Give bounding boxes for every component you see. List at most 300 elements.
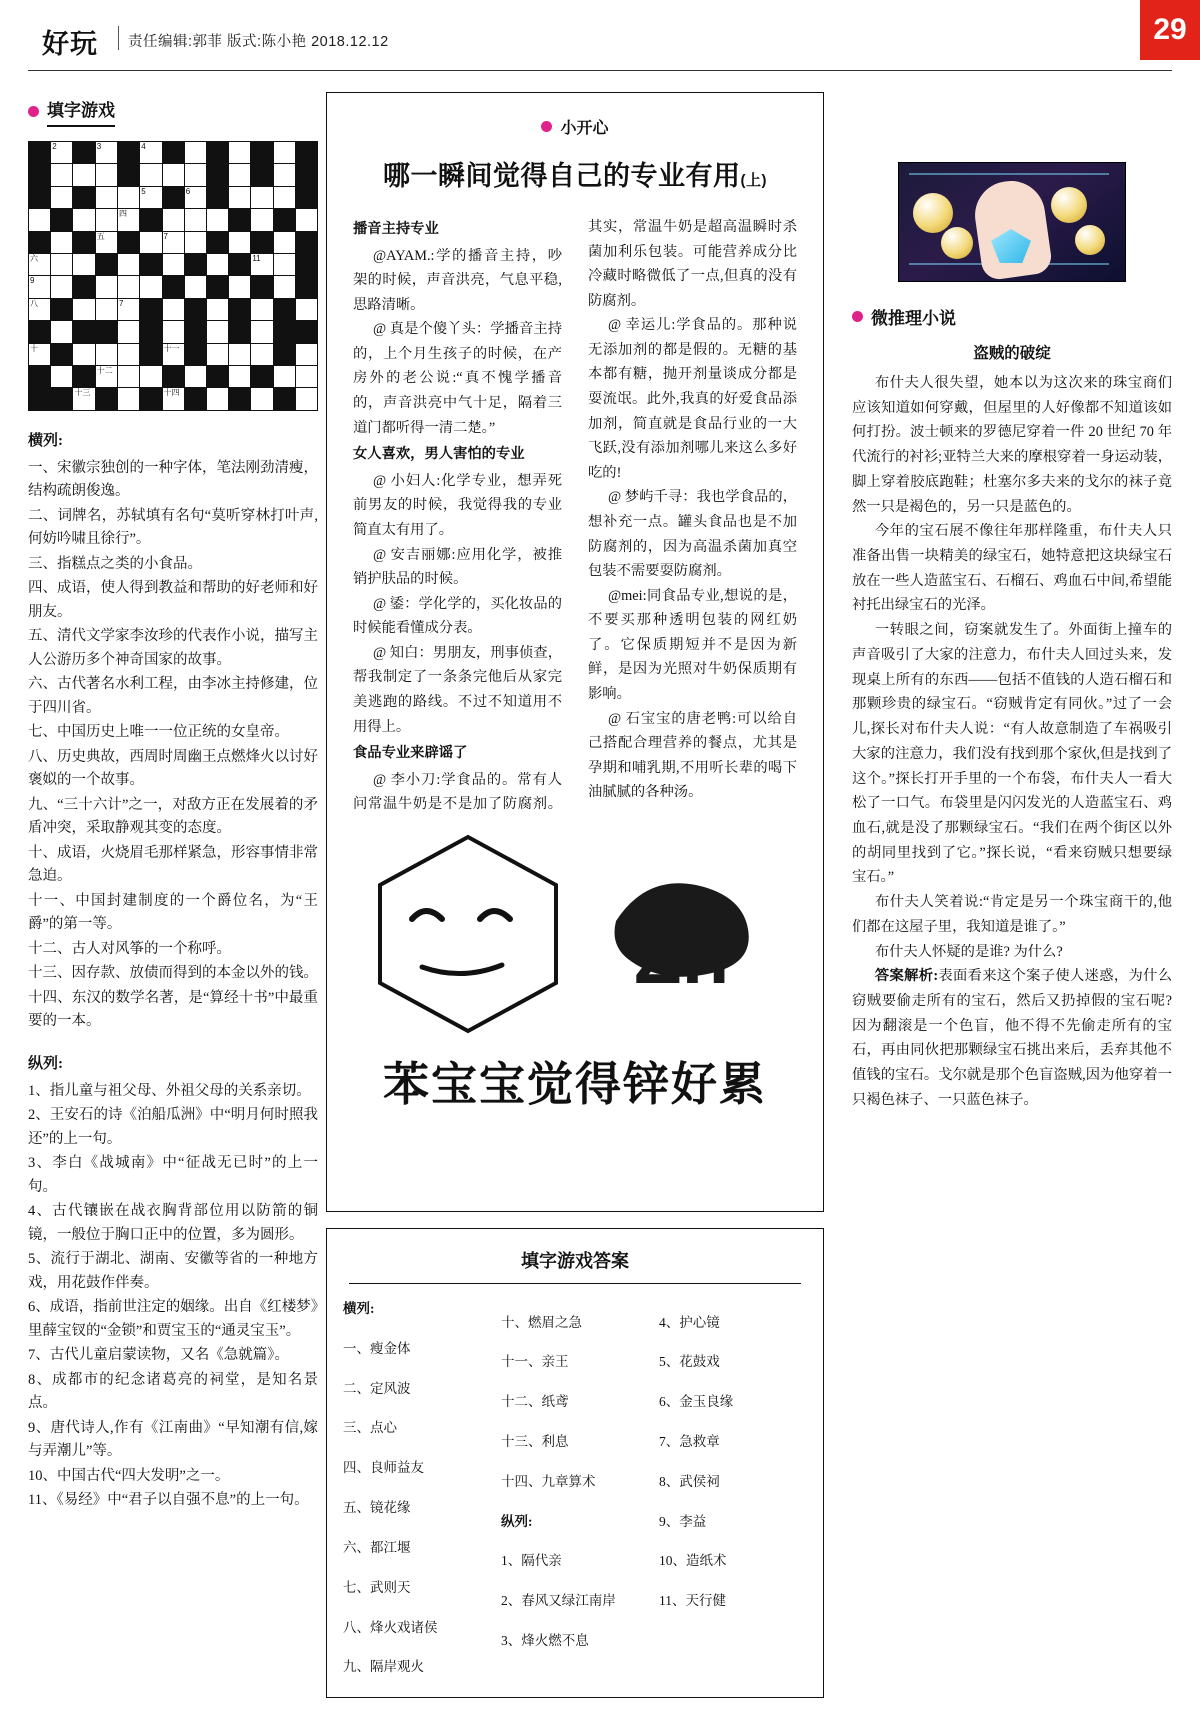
crossword-cell-number: 八: [30, 298, 38, 308]
answers-down-list-1: [501, 1548, 649, 1654]
crossword-cell[interactable]: [95, 343, 117, 365]
crossword-cell-blocked: [29, 142, 51, 164]
crossword-cell[interactable]: [29, 209, 51, 231]
clue-item: 一、宋徽宗独创的一种字体，笔法刚劲清瘦，结构疏朗俊逸。: [28, 459, 318, 500]
crossword-cell-blocked: [95, 253, 117, 275]
crossword-row: [29, 186, 318, 208]
article-title-main: 哪一瞬间觉得自己的专业有用: [383, 161, 741, 191]
clue-item: 9、唐代诗人,作有《江南曲》“早知潮有信,嫁与弄潮儿”等。: [28, 1419, 318, 1460]
crossword-cell[interactable]: [206, 253, 228, 275]
crossword-cell-blocked: [206, 365, 228, 387]
crossword-cell-blocked: [251, 164, 273, 186]
crossword-cell[interactable]: [162, 209, 184, 231]
answer-item: 五、镜花缘: [343, 1500, 411, 1516]
crossword-cell-blocked: [118, 142, 140, 164]
crossword-cell-blocked: [140, 321, 162, 343]
crossword-cell[interactable]: [95, 231, 117, 253]
story-paragraph: 布什夫人怀疑的是谁? 为什么?: [874, 943, 1063, 960]
crossword-cell-blocked: [295, 231, 317, 253]
crossword-cell-blocked: [229, 388, 251, 410]
article-paragraph: @mei:同食品专业,想说的是，不要买那种透明包装的网红奶了。它保质期短并不是因为新鲜，是因为光照对牛奶保质期有影响。: [588, 587, 797, 702]
crossword-cell-number: 十一: [163, 343, 180, 353]
crossword-cell[interactable]: [51, 186, 73, 208]
crossword-cell-blocked: [51, 209, 73, 231]
crossword-row: [29, 388, 318, 410]
crossword-cell[interactable]: [184, 142, 206, 164]
mystery-story-title: 盗贼的破绽: [973, 345, 1051, 362]
crossword-cell[interactable]: [229, 164, 251, 186]
crossword-cell[interactable]: [73, 253, 95, 275]
crossword-cell-blocked: [206, 276, 228, 298]
crossword-row: [29, 343, 318, 365]
down-label: 纵列:: [28, 1055, 63, 1072]
mystery-column: [852, 150, 1172, 1113]
crossword-cell[interactable]: [73, 209, 95, 231]
crossword-cell-number: 5: [141, 186, 146, 196]
crossword-cell-number: 7: [119, 298, 124, 308]
crossword-cell-number: 2: [52, 142, 57, 151]
crossword-row: [29, 253, 318, 275]
header-rule: [28, 70, 1172, 71]
crossword-cell-blocked: [295, 142, 317, 164]
crossword-cell-blocked: [206, 142, 228, 164]
masthead: [0, 0, 1200, 72]
meme-illustration: [353, 827, 797, 1114]
crossword-cell-blocked: [273, 343, 295, 365]
crossword-cell[interactable]: [51, 253, 73, 275]
story-answer-paragraph: 答案解析:表面看来这个案子使人迷惑，为什么窃贼要偷走所有的宝石，然后又扔掉假的宝石呢?因为翻滚是一个色盲，他不得不先偷走所有的宝石，再由同伙把那颗绿宝石挑出来后，丢弃其他不值钱的宝石。戈尔就是那个色盲盗贼,因为他穿着一只褐色袜子、一只蓝色袜子。: [852, 968, 1172, 1108]
crossword-cell[interactable]: [273, 142, 295, 164]
clue-item: 7、古代儿童启蒙读物，又名《急就篇》。: [28, 1347, 289, 1364]
mystery-story-body: [852, 371, 1172, 1113]
masthead-meta: 责任编辑:郭菲 版式:陈小艳 2018.12.12: [128, 34, 389, 50]
crossword-cell-number: 7: [163, 231, 168, 241]
answer-item: 2、春风又绿江南岸: [501, 1593, 616, 1609]
crossword-cell-blocked: [184, 343, 206, 365]
crossword-cell[interactable]: [184, 186, 206, 208]
crossword-cell-number: 十三: [74, 388, 91, 398]
answer-item: 10、造纸术: [659, 1553, 727, 1569]
crossword-cell-blocked: [206, 231, 228, 253]
crossword-cell[interactable]: [251, 343, 273, 365]
svg-text:Zn: Zn: [634, 911, 730, 1000]
clue-item: 8、成都市的纪念诸葛亮的祠堂，是知名景点。: [28, 1371, 318, 1412]
answer-item: 二、定风波: [343, 1380, 411, 1396]
meme-face-icon: [360, 827, 790, 1042]
answer-item: 十二、纸鸢: [501, 1394, 569, 1410]
crossword-cell-blocked: [251, 231, 273, 253]
crossword-cell[interactable]: [295, 365, 317, 387]
masthead-divider: [118, 26, 119, 50]
answer-item: 9、李益: [659, 1513, 707, 1529]
light-streak: [909, 173, 1109, 175]
section-heading-crossword: [28, 96, 318, 127]
crossword-cell[interactable]: [118, 321, 140, 343]
crossword-cell[interactable]: [251, 321, 273, 343]
crossword-cell[interactable]: [73, 298, 95, 320]
story-paragraph: 布什夫人笑着说:“肯定是另一个珠宝商干的,他们都在这屋子里，我知道是谁了。”: [852, 894, 1172, 935]
clue-item: 五、清代文学家李汝珍的代表作小说，描写主人公游历多个神奇国家的故事。: [28, 628, 318, 668]
crossword-cell[interactable]: [51, 164, 73, 186]
crossword-cell-blocked: [229, 321, 251, 343]
hand-shape: [971, 177, 1054, 282]
crossword-cell[interactable]: [73, 343, 95, 365]
crossword-cell-blocked: [295, 186, 317, 208]
crossword-cell-blocked: [73, 231, 95, 253]
crossword-cell-blocked: [184, 388, 206, 410]
crossword-cell-blocked: [29, 164, 51, 186]
crossword-cell[interactable]: [51, 321, 73, 343]
crossword-cell-number: 六: [30, 253, 38, 263]
article-paragraph: @ 鋈：学化学的，买化妆品的时候能看懂成分表。: [353, 595, 562, 637]
crossword-cell[interactable]: [251, 388, 273, 410]
crossword-cell[interactable]: [95, 164, 117, 186]
crossword-cell[interactable]: [295, 298, 317, 320]
crossword-cell[interactable]: [51, 276, 73, 298]
answer-item: 十、燃眉之急: [501, 1314, 582, 1330]
crossword-cell[interactable]: [162, 343, 184, 365]
answer-item: 十三、利息: [501, 1433, 569, 1449]
crossword-clues: [28, 429, 318, 1513]
crossword-cell-blocked: [51, 343, 73, 365]
section-heading-label: 小开心: [560, 120, 609, 137]
crossword-cell-number: 9: [30, 276, 35, 286]
crossword-cell-blocked: [140, 343, 162, 365]
crossword-cell[interactable]: [118, 388, 140, 410]
article-paragraph: @ 梦屿千寻：我也学食品的，想补充一点。罐头食品也是不加防腐剂的，因为高温杀菌加真空包装不需要耍防腐剂。: [588, 489, 797, 580]
crossword-cell[interactable]: [162, 298, 184, 320]
crossword-cell[interactable]: [206, 388, 228, 410]
crossword-cell[interactable]: [273, 186, 295, 208]
answers-col-3: [659, 1296, 807, 1694]
crossword-cell[interactable]: [73, 388, 95, 410]
publication-section-title: 好玩: [42, 29, 98, 59]
answers-across-list-1: [343, 1336, 491, 1681]
crossword-cell[interactable]: [251, 186, 273, 208]
section-heading-humor: [541, 115, 608, 138]
gold-ball-icon: [941, 227, 973, 259]
crossword-row: [29, 321, 318, 343]
crossword-cell-blocked: [229, 209, 251, 231]
clue-item: 六、古代著名水利工程，由李冰主持修建，位于四川省。: [28, 676, 318, 716]
crossword-cell[interactable]: [118, 209, 140, 231]
answers-down-list-2: [659, 1310, 807, 1615]
crossword-cell[interactable]: [118, 253, 140, 275]
crossword-column: [28, 96, 318, 1514]
crossword-cell-blocked: [162, 142, 184, 164]
clue-item: 2、王安石的诗《泊船瓜洲》中“明月何时照我还”的上一句。: [28, 1107, 318, 1147]
section-heading-mystery: [852, 304, 1172, 329]
answer-item: 8、武侯祠: [659, 1473, 720, 1489]
crossword-cell-blocked: [29, 365, 51, 387]
crossword-cell-blocked: [206, 164, 228, 186]
gold-ball-icon: [1075, 225, 1105, 255]
bullet-icon: [541, 121, 552, 132]
crossword-cell[interactable]: [162, 164, 184, 186]
crossword-cell[interactable]: [206, 298, 228, 320]
crossword-cell-blocked: [73, 365, 95, 387]
crossword-cell-blocked: [29, 231, 51, 253]
answer-item: 一、瘦金体: [343, 1340, 411, 1356]
article-paragraph: @ 石宝宝的唐老鸭:可以给自己搭配合理营养的餐点，尤其是孕期和哺乳期,不用听长辈的喝下油腻腻的各种汤。: [588, 710, 797, 801]
crossword-cell-blocked: [229, 298, 251, 320]
crossword-cell-blocked: [295, 253, 317, 275]
crossword-cell[interactable]: [140, 365, 162, 387]
answers-down-label: 纵列:: [501, 1513, 533, 1529]
crossword-cell[interactable]: [140, 276, 162, 298]
across-clue-list: [28, 457, 318, 1034]
meme-caption: 苯宝宝觉得锌好累: [383, 1057, 767, 1110]
crossword-cell[interactable]: [95, 365, 117, 387]
page-number-badge: 29: [1140, 0, 1200, 60]
crossword-cell-blocked: [118, 164, 140, 186]
crossword-cell-blocked: [73, 186, 95, 208]
answer-item: 九、隔岸观火: [343, 1659, 424, 1675]
article-paragraph: @ 知白：男朋友，刑事侦查，帮我制定了一条条完他后从家完美逃跑的路线。不过不知道用不用得上。: [353, 644, 562, 735]
article-paragraph: @ 真是个傻丫头：学播音主持的，上个月生孩子的时候，在产房外的老公说:“真不愧学播音的，声音洪亮中气十足，隔着三道门都听得一清二楚。”: [353, 321, 562, 436]
crossword-cell-number: 十: [30, 343, 38, 353]
crossword-cell[interactable]: [51, 142, 73, 164]
article-paragraph: @ 幸运儿:学食品的。那种说无添加剂的都是假的。无糖的基本都有糖，抛开剂量谈成分都是耍流氓。此外,我真的好爱食品添加剂，简直就是食品行业的一大飞跃,没有添加剂哪儿来这么多好吃的!: [588, 317, 797, 481]
article-paragraph: @ 李小刀:学食品的。常有人问常温牛奶是不是加了防腐剂。其实，常温牛奶是超高温瞬时杀菌加利乐包装。可能营养成分比冷藏时略微低了一点,但真的没有防腐剂。: [353, 219, 797, 813]
clue-item: 八、历史典故，西周时周幽王点燃烽火以讨好褒姒的一个故事。: [28, 748, 318, 789]
crossword-cell[interactable]: [51, 365, 73, 387]
crossword-cell-blocked: [229, 253, 251, 275]
crossword-grid[interactable]: [28, 141, 318, 411]
answer-item: 3、烽火燃不息: [501, 1633, 589, 1648]
crossword-cell-blocked: [251, 276, 273, 298]
crossword-cell-number: 四: [119, 209, 128, 219]
answers-col-1: [343, 1296, 491, 1694]
clue-item: 1、指儿童与祖父母、外祖父母的关系亲切。: [28, 1082, 311, 1099]
crossword-row: [29, 276, 318, 298]
crossword-cell[interactable]: [140, 186, 162, 208]
crossword-cell[interactable]: [184, 276, 206, 298]
crossword-answers-box: [326, 1228, 824, 1698]
crossword-cell[interactable]: [162, 321, 184, 343]
article-paragraph: @ 小妇人:化学专业，想弄死前男友的时候，我觉得我的专业简直太有用了。: [353, 472, 562, 538]
crossword-cell[interactable]: [95, 209, 117, 231]
crossword-cell[interactable]: [95, 298, 117, 320]
crossword-cell[interactable]: [273, 164, 295, 186]
crossword-cell[interactable]: [229, 276, 251, 298]
answer-item: 六、都江堰: [343, 1539, 411, 1555]
article-subheading: 食品专业来辟谣了: [353, 745, 468, 762]
answer-item: 七、武则天: [343, 1579, 411, 1595]
crossword-cell-blocked: [140, 209, 162, 231]
crossword-cell[interactable]: [118, 276, 140, 298]
crossword-cell[interactable]: [273, 365, 295, 387]
crossword-cell[interactable]: [251, 298, 273, 320]
down-clue-list: [28, 1080, 318, 1513]
clue-item: 10、中国古代“四大发明”之一。: [28, 1467, 230, 1484]
crossword-cell[interactable]: [206, 343, 228, 365]
crossword-cell-number: 十二: [96, 365, 113, 375]
crossword-cell[interactable]: [140, 231, 162, 253]
crossword-cell[interactable]: [206, 209, 228, 231]
crossword-cell[interactable]: [229, 343, 251, 365]
crossword-cell[interactable]: [273, 276, 295, 298]
section-heading-label: 微推理小说: [871, 309, 956, 328]
article-body: [353, 215, 797, 817]
crossword-cell-blocked: [95, 321, 117, 343]
crossword-cell-blocked: [29, 321, 51, 343]
answer-item: 四、良师益友: [343, 1460, 424, 1476]
crossword-cell[interactable]: [251, 253, 273, 275]
crossword-cell-blocked: [206, 186, 228, 208]
crossword-cell-blocked: [295, 321, 317, 343]
crossword-cell-blocked: [51, 388, 73, 410]
crossword-cell-blocked: [162, 365, 184, 387]
crossword-cell[interactable]: [118, 365, 140, 387]
crossword-cell[interactable]: [95, 276, 117, 298]
clue-item: 5、流行于湖北、湖南、安徽等省的一种地方戏，用花鼓作伴奏。: [28, 1251, 318, 1291]
answers-across-list-2: [501, 1310, 649, 1496]
crossword-cell-blocked: [273, 388, 295, 410]
story-paragraph: 今年的宝石展不像往年那样隆重，布什夫人只准备出售一块精美的绿宝石，她特意把这块绿宝石放在一些人造蓝宝石、石榴石、鸡血石中间,希望能衬托出绿宝石的光泽。: [852, 523, 1172, 614]
story-paragraph: 一转眼之间，窃案就发生了。外面街上撞车的声音吸引了大家的注意力，布什夫人回过头来，发现桌上所有的东西——包括不值钱的人造石榴石和那颗珍贵的绿宝石。“窃贼肯定有同伙。”过了一会儿,探长对布什夫人说：“有人故意制造了车祸吸引大家的注意力，我们没有找到那个家伙,但是找到了这个。”探长打开手里的一个布袋，布什夫人一看大松了一口气。布袋里是闪闪发光的人造蓝宝石、鸡血石,就是没了那颗绿宝石。“我们在两个街区以外的胡同里找到了它。”探长说，“看来窃贼只想要绿宝石。”: [852, 622, 1172, 886]
answer-item: 十四、九章算术: [501, 1473, 596, 1489]
crossword-cell[interactable]: [29, 343, 51, 365]
crossword-cell[interactable]: [29, 298, 51, 320]
clue-item: 十一、中国封建制度的一个爵位名，为“王爵”的第一等。: [28, 892, 318, 933]
article-subheading: 女人喜欢，男人害怕的专业: [353, 446, 525, 463]
story-answer-label: 答案解析:: [874, 968, 939, 985]
crossword-cell[interactable]: [229, 365, 251, 387]
crossword-cell[interactable]: [206, 321, 228, 343]
crossword-cell[interactable]: [273, 253, 295, 275]
section-heading-label: 填字游戏: [47, 96, 115, 127]
crossword-row: [29, 209, 318, 231]
crossword-cell[interactable]: [162, 253, 184, 275]
crossword-cell[interactable]: [184, 209, 206, 231]
crossword-row: [29, 231, 318, 253]
crossword-cell[interactable]: [229, 186, 251, 208]
crossword-cell-blocked: [184, 321, 206, 343]
bullet-icon: [28, 106, 39, 117]
crossword-cell[interactable]: [118, 298, 140, 320]
clue-item: 3、李白《战城南》中“征战无已时”的上一句。: [28, 1155, 318, 1195]
crossword-row: [29, 164, 318, 186]
answers-across-label: 横列:: [343, 1301, 375, 1316]
crossword-cell-number: 11: [252, 253, 261, 263]
answer-item: 11、天行健: [659, 1593, 726, 1609]
crossword-cell-blocked: [73, 321, 95, 343]
clue-item: 6、成语，指前世注定的姻缘。出自《红楼梦》里薛宝钗的“金锁”和贾宝玉的“通灵宝玉”。: [28, 1299, 318, 1339]
answer-item: 1、隔代亲: [501, 1553, 562, 1569]
crossword-row: [29, 298, 318, 320]
clue-item: 4、古代镶嵌在战衣胸背部位用以防箭的铜镜，一般位于胸口正中的位置，多为圆形。: [28, 1203, 318, 1243]
crossword-cell[interactable]: [95, 142, 117, 164]
article-title: [353, 154, 797, 193]
crossword-cell-number: 4: [141, 142, 146, 151]
crossword-cell-blocked: [184, 253, 206, 275]
answer-item: 4、护心镜: [659, 1314, 720, 1330]
clue-item: 11、《易经》中“君子以自强不息”的上一句。: [28, 1492, 309, 1509]
crossword-row: [29, 142, 318, 164]
crossword-cell[interactable]: [140, 142, 162, 164]
crossword-cell[interactable]: [95, 186, 117, 208]
crossword-cell[interactable]: [295, 343, 317, 365]
crossword-cell-blocked: [73, 142, 95, 164]
answer-item: 八、烽火戏诸侯: [343, 1619, 438, 1635]
article-paragraph: @AYAM.:学的播音主持，吵架的时候，声音洪亮，气息平稳,思路清晰。: [353, 247, 562, 313]
answers-rule: [349, 1283, 801, 1284]
crossword-cell-blocked: [295, 276, 317, 298]
crossword-cell-blocked: [95, 388, 117, 410]
crossword-cell[interactable]: [184, 164, 206, 186]
clue-item: 四、成语，使人得到教益和帮助的好老师和好朋友。: [28, 580, 318, 620]
crossword-cell[interactable]: [118, 186, 140, 208]
crossword-cell[interactable]: [273, 231, 295, 253]
answers-title: 填字游戏答案: [521, 1251, 629, 1271]
crossword-cell-blocked: [29, 186, 51, 208]
clue-item: 十、成语，火烧眉毛那样紧急，形容事情非常急迫。: [28, 844, 318, 885]
clue-item: 十四、东汉的数学名著，是“算经十书”中最重要的一本。: [28, 989, 318, 1030]
crossword-cell[interactable]: [229, 142, 251, 164]
crossword-cell[interactable]: [140, 164, 162, 186]
crossword-cell-blocked: [295, 164, 317, 186]
crossword-cell[interactable]: [251, 209, 273, 231]
answer-item: 7、急救章: [659, 1433, 720, 1449]
clue-item: 二、词牌名，苏轼填有名句“莫听穿林打叶声,何妨吟啸且徐行”。: [28, 507, 318, 548]
clue-item: 十三、因存款、放债而得到的本金以外的钱。: [28, 965, 318, 982]
clue-item: 九、“三十六计”之一，对敌方正在发展着的矛盾冲突，采取静观其变的态度。: [28, 796, 318, 837]
crossword-cell[interactable]: [162, 231, 184, 253]
answer-item: 三、点心: [343, 1420, 397, 1436]
humor-article-box: [326, 92, 824, 1212]
crossword-cell[interactable]: [73, 164, 95, 186]
article-subheading: 播音主持专业: [353, 221, 439, 237]
crossword-cell-number: 五: [96, 231, 105, 241]
crossword-cell-blocked: [29, 388, 51, 410]
crossword-cell[interactable]: [184, 365, 206, 387]
crossword-cell[interactable]: [184, 231, 206, 253]
crossword-cell[interactable]: [162, 388, 184, 410]
answer-item: 十一、亲王: [501, 1354, 569, 1370]
crossword-cell[interactable]: [118, 343, 140, 365]
clue-item: 十二、古人对风筝的一个称呼。: [28, 940, 231, 957]
crossword-cell-number: 6: [185, 186, 191, 196]
crossword-cell-blocked: [273, 298, 295, 320]
clue-item: 三、指糕点之类的小食品。: [28, 555, 202, 572]
article-paragraph: @ 安吉丽娜:应用化学，被推销护肤品的时候。: [353, 546, 562, 588]
crossword-cell[interactable]: [29, 276, 51, 298]
crossword-cell[interactable]: [295, 209, 317, 231]
crossword-cell[interactable]: [51, 231, 73, 253]
crossword-cell-blocked: [162, 276, 184, 298]
crossword-cell-blocked: [273, 209, 295, 231]
article-title-part: (上): [740, 172, 767, 189]
crossword-cell-blocked: [251, 365, 273, 387]
crossword-row: [29, 365, 318, 387]
crossword-cell-blocked: [118, 231, 140, 253]
story-paragraph: 布什夫人很失望，她本以为这次来的珠宝商们应该知道如何穿戴，但屋里的人好像都不知道该如何打扮。波士顿来的罗德尼穿着一件 20 世纪 70 年代流行的衬衫;亚特兰大来的摩根穿着一身运动装，脚上穿着胶底跑鞋；杜塞尔多夫来的戈尔的袜子竟然一只是褐色的，另一只是蓝色的。: [852, 375, 1172, 515]
crossword-cell[interactable]: [29, 253, 51, 275]
gold-ball-icon: [913, 193, 953, 233]
crossword-cell-blocked: [140, 388, 162, 410]
crossword-cell-blocked: [51, 298, 73, 320]
across-label: 横列:: [28, 432, 63, 449]
crossword-cell-blocked: [140, 253, 162, 275]
crossword-cell-number: 3: [96, 142, 102, 151]
clue-item: 七、中国历史上唯一一位正统的女皇帝。: [28, 724, 289, 741]
crossword-cell[interactable]: [229, 231, 251, 253]
crossword-cell[interactable]: [295, 388, 317, 410]
answer-item: 5、花鼓戏: [659, 1354, 720, 1370]
answer-item: 6、金玉良缘: [659, 1394, 734, 1410]
gold-ball-icon: [1051, 187, 1087, 223]
